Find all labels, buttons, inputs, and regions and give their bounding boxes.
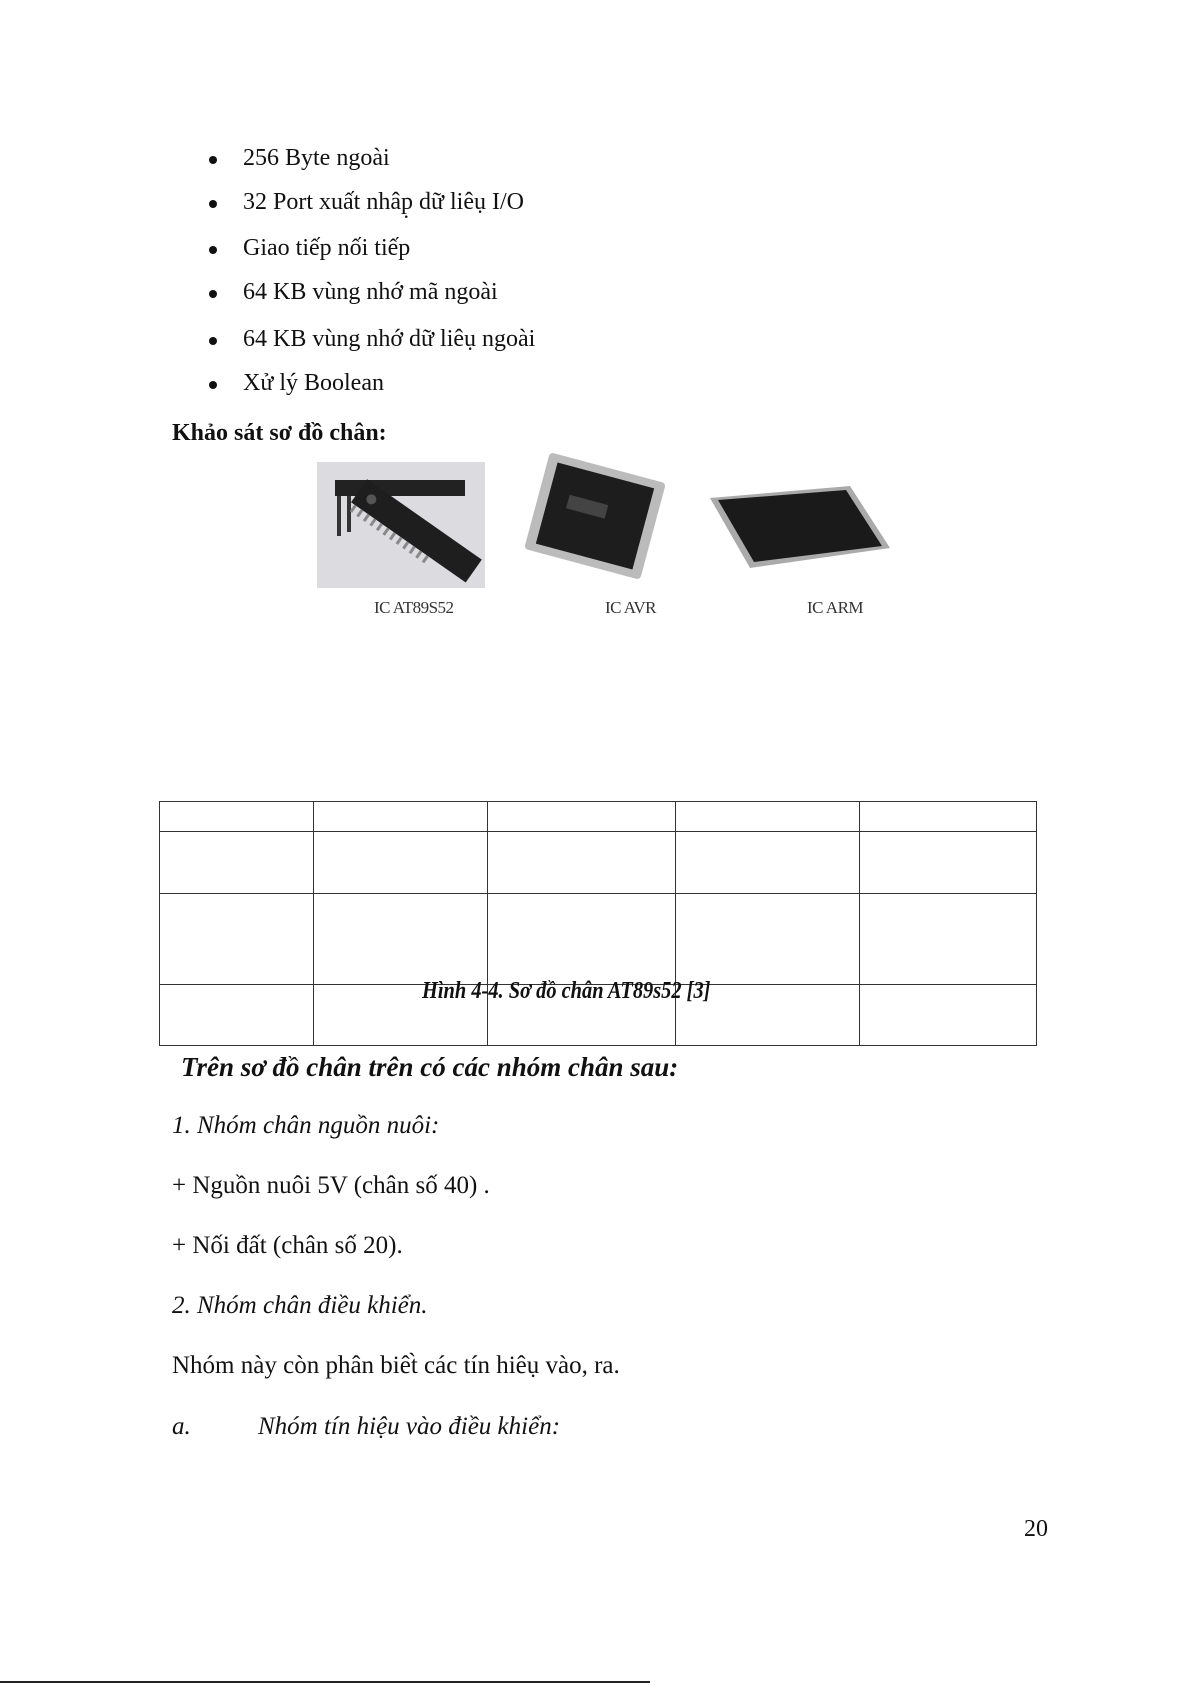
sub-a-label: a. (172, 1413, 191, 1440)
power-text: + Nguồn nuôi 5V (chân số 40) . (172, 1172, 490, 1199)
intro-heading: Trên sơ đồ chân trên có các nhóm chân sau: (181, 1052, 679, 1082)
bullet-icon (209, 246, 217, 254)
table-row (160, 894, 1037, 985)
arm-chip-image (700, 478, 900, 570)
bottom-rule (0, 1681, 650, 1683)
bullet-icon (209, 290, 217, 298)
table-row (160, 802, 1037, 832)
avr-chip-image (490, 452, 700, 580)
table-row (160, 832, 1037, 894)
figure-caption: Hình 4-4. Sơ đồ chân AT89s52 [3] (422, 978, 711, 1004)
at89s52-chip-image (317, 462, 485, 588)
page-number: 20 (1024, 1516, 1048, 1542)
group2-heading: 2. Nhóm chân điều khiển. (172, 1292, 428, 1319)
figure-label: IC AT89S52 (374, 598, 454, 617)
figure-label: IC AVR (605, 598, 657, 617)
note-text: Nhóm này còn phân biêt̀ các tín hiêụ vào, ra. (172, 1352, 620, 1379)
bullet-item: 256 Byte ngoài (243, 145, 390, 171)
bullet-item: 32 Port xuất nhâp̣ dữ liêụ I/O (243, 189, 524, 215)
figure-label: IC ARM (807, 598, 864, 617)
sub-a-text: Nhóm tín hiệu vào điều khiển: (258, 1413, 561, 1440)
bullet-icon (209, 156, 217, 164)
bullet-item: 64 KB vùng nhớ mã ngoài (243, 279, 498, 305)
bullet-icon (209, 381, 217, 389)
group1-heading: 1. Nhóm chân nguồn nuôi: (172, 1112, 440, 1139)
bullet-item: Xử lý Boolean (243, 370, 384, 396)
bullet-icon (209, 200, 217, 208)
bullet-icon (209, 337, 217, 345)
bullet-item: 64 KB vùng nhớ dữ liêụ ngoài (243, 326, 536, 352)
pin-table (159, 801, 1037, 1046)
section-heading: Khảo sát sơ đồ chân: (172, 420, 387, 446)
ground-text: + Nối đất (chân số 20). (172, 1232, 403, 1259)
bullet-item: Giao tiếp nối tiếp (243, 235, 411, 261)
